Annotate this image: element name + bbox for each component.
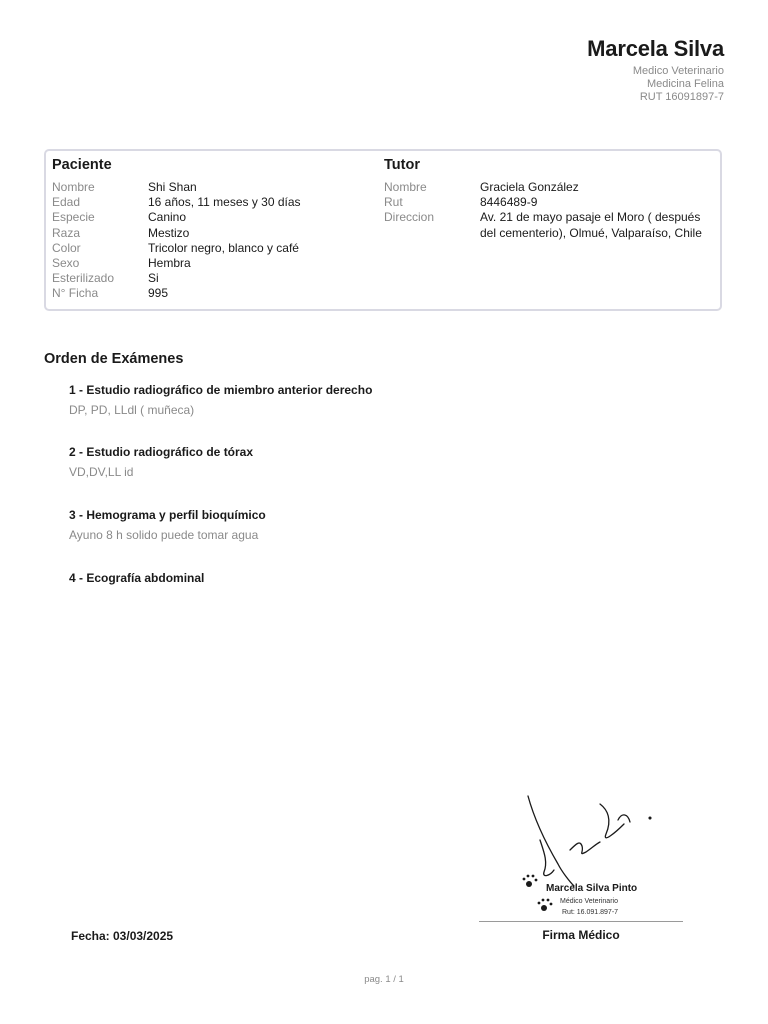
exam-title: 4 - Ecografía abdominal: [69, 571, 205, 585]
patient-label: Raza: [52, 225, 81, 240]
tutor-label: Rut: [384, 195, 403, 210]
exam-detail: VD,DV,LL id: [69, 465, 134, 479]
patient-row: [52, 195, 372, 210]
doctor-name: Marcela Silva: [587, 36, 724, 61]
patient-section: [52, 157, 372, 302]
exam-detail: Ayuno 8 h solido puede tomar agua: [69, 528, 259, 542]
tutor-value: Graciela González: [480, 180, 579, 194]
patient-label: Especie: [52, 210, 95, 225]
date-label: Fecha: 03/03/2025: [71, 929, 174, 943]
patient-value: Hembra: [148, 256, 191, 271]
signature-line: [479, 921, 683, 922]
exam-item: [69, 383, 372, 417]
patient-heading: Paciente: [52, 157, 112, 173]
stamp-title: Médico Veterinario: [560, 898, 618, 905]
patient-row: [52, 210, 372, 225]
patient-value: Mestizo: [148, 225, 190, 240]
tutor-row: [384, 195, 714, 210]
signature-image: [500, 790, 670, 922]
patient-value: 995: [148, 286, 169, 301]
patient-row: [52, 286, 372, 301]
exam-item: [69, 445, 253, 479]
patient-label: Nombre: [52, 180, 95, 194]
doctor-header: [587, 36, 724, 104]
patient-value: Canino: [148, 210, 187, 225]
exam-item: [69, 508, 266, 542]
patient-label: N° Ficha: [52, 286, 99, 301]
exam-title: 3 - Hemograma y perfil bioquímico: [69, 508, 266, 522]
patient-label: Edad: [52, 195, 81, 210]
patient-value: 16 años, 11 meses y 30 días: [148, 195, 301, 210]
doctor-specialty: Medicina Felina: [646, 78, 724, 90]
patient-label: Sexo: [52, 256, 80, 271]
tutor-value: 8446489-9: [480, 195, 538, 210]
exam-detail: DP, PD, LLdl ( muñeca): [69, 403, 195, 417]
patient-row: [52, 256, 372, 271]
patient-label: Esterilizado: [52, 271, 115, 286]
orders-title: Orden de Exámenes: [44, 351, 184, 367]
exam-item: [69, 571, 204, 585]
page-number: pag. 1 / 1: [364, 974, 404, 985]
patient-tutor-card: [44, 149, 722, 311]
tutor-value: Av. 21 de mayo pasaje el Moro ( después del cementerio), Olmué, Valparaíso, Chile: [480, 210, 702, 240]
exam-title: 2 - Estudio radiográfico de tórax: [69, 445, 254, 459]
signature-label: Firma Médico: [542, 928, 620, 942]
tutor-label: Direccion: [384, 210, 435, 225]
patient-value: Si: [148, 271, 159, 286]
tutor-label: Nombre: [384, 180, 427, 194]
patient-row: [52, 180, 372, 195]
patient-row: [52, 226, 372, 241]
tutor-heading: Tutor: [384, 157, 420, 173]
tutor-row: [384, 210, 714, 240]
stamp-name: Marcela Silva Pinto: [546, 883, 638, 894]
tutor-section: [384, 157, 714, 241]
stamp-rut: Rut: 16.091.897-7: [562, 909, 619, 916]
patient-row: [52, 271, 372, 286]
patient-row: [52, 241, 372, 256]
tutor-row: [384, 180, 714, 195]
doctor-title: Medico Veterinario: [632, 65, 724, 77]
patient-value: Tricolor negro, blanco y café: [148, 240, 299, 255]
patient-value: Shi Shan: [148, 180, 197, 194]
exam-title: 1 - Estudio radiográfico de miembro anterior derecho: [69, 383, 373, 397]
patient-label: Color: [52, 240, 81, 255]
doctor-rut: RUT 16091897-7: [639, 91, 724, 103]
